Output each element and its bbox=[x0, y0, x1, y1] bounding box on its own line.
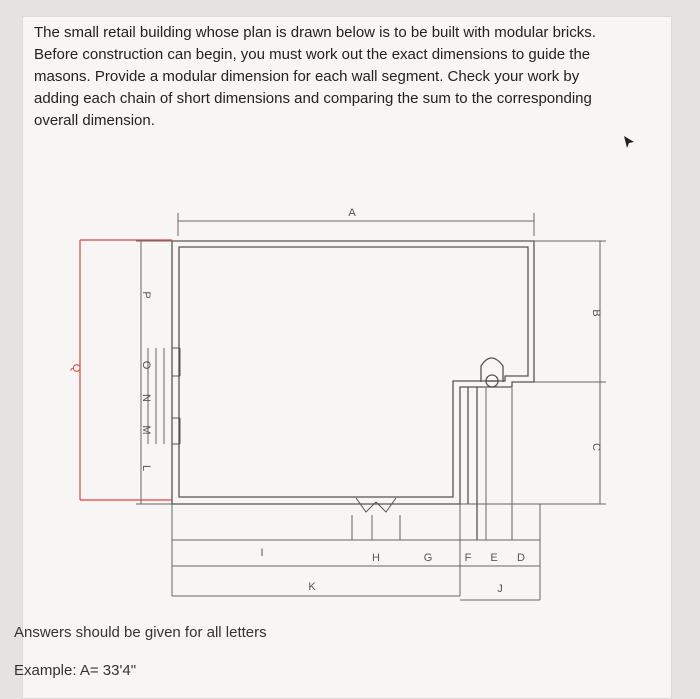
label-j: J bbox=[497, 583, 503, 595]
label-b: B bbox=[590, 309, 602, 317]
label-l: L bbox=[140, 464, 152, 472]
dimension-a bbox=[178, 213, 534, 236]
label-a: A bbox=[348, 207, 356, 219]
label-p: P bbox=[140, 291, 152, 299]
bottom-dimension-chain bbox=[172, 388, 540, 600]
cursor-arrow-icon bbox=[621, 134, 637, 150]
label-g: G bbox=[423, 552, 433, 564]
building-walls bbox=[172, 241, 534, 540]
label-h: H bbox=[372, 552, 380, 564]
dimension-q bbox=[80, 240, 172, 500]
label-d: D bbox=[517, 552, 525, 564]
answer-example: Example: A= 33'4" bbox=[14, 662, 137, 679]
label-m: M bbox=[140, 425, 152, 435]
label-q: Q bbox=[70, 363, 82, 373]
label-f: F bbox=[464, 552, 472, 564]
label-i: I bbox=[260, 547, 264, 559]
right-dimension-chain bbox=[460, 241, 606, 504]
label-o: O bbox=[140, 360, 152, 370]
problem-statement: The small retail building whose plan is drawn below is to be built with modular bricks. Before construction can begin, you must work out the exact dimensions to guide the masons. Provide a modular dimension for each wall segment. Check your work by adding each chain of short dimensions and comparing the sum to the corresponding overall dimension. bbox=[34, 24, 596, 129]
label-n: N bbox=[140, 394, 152, 402]
label-e: E bbox=[490, 552, 498, 564]
label-c: C bbox=[590, 443, 602, 451]
label-k: K bbox=[308, 581, 316, 593]
answer-instruction: Answers should be given for all letters bbox=[14, 624, 267, 641]
